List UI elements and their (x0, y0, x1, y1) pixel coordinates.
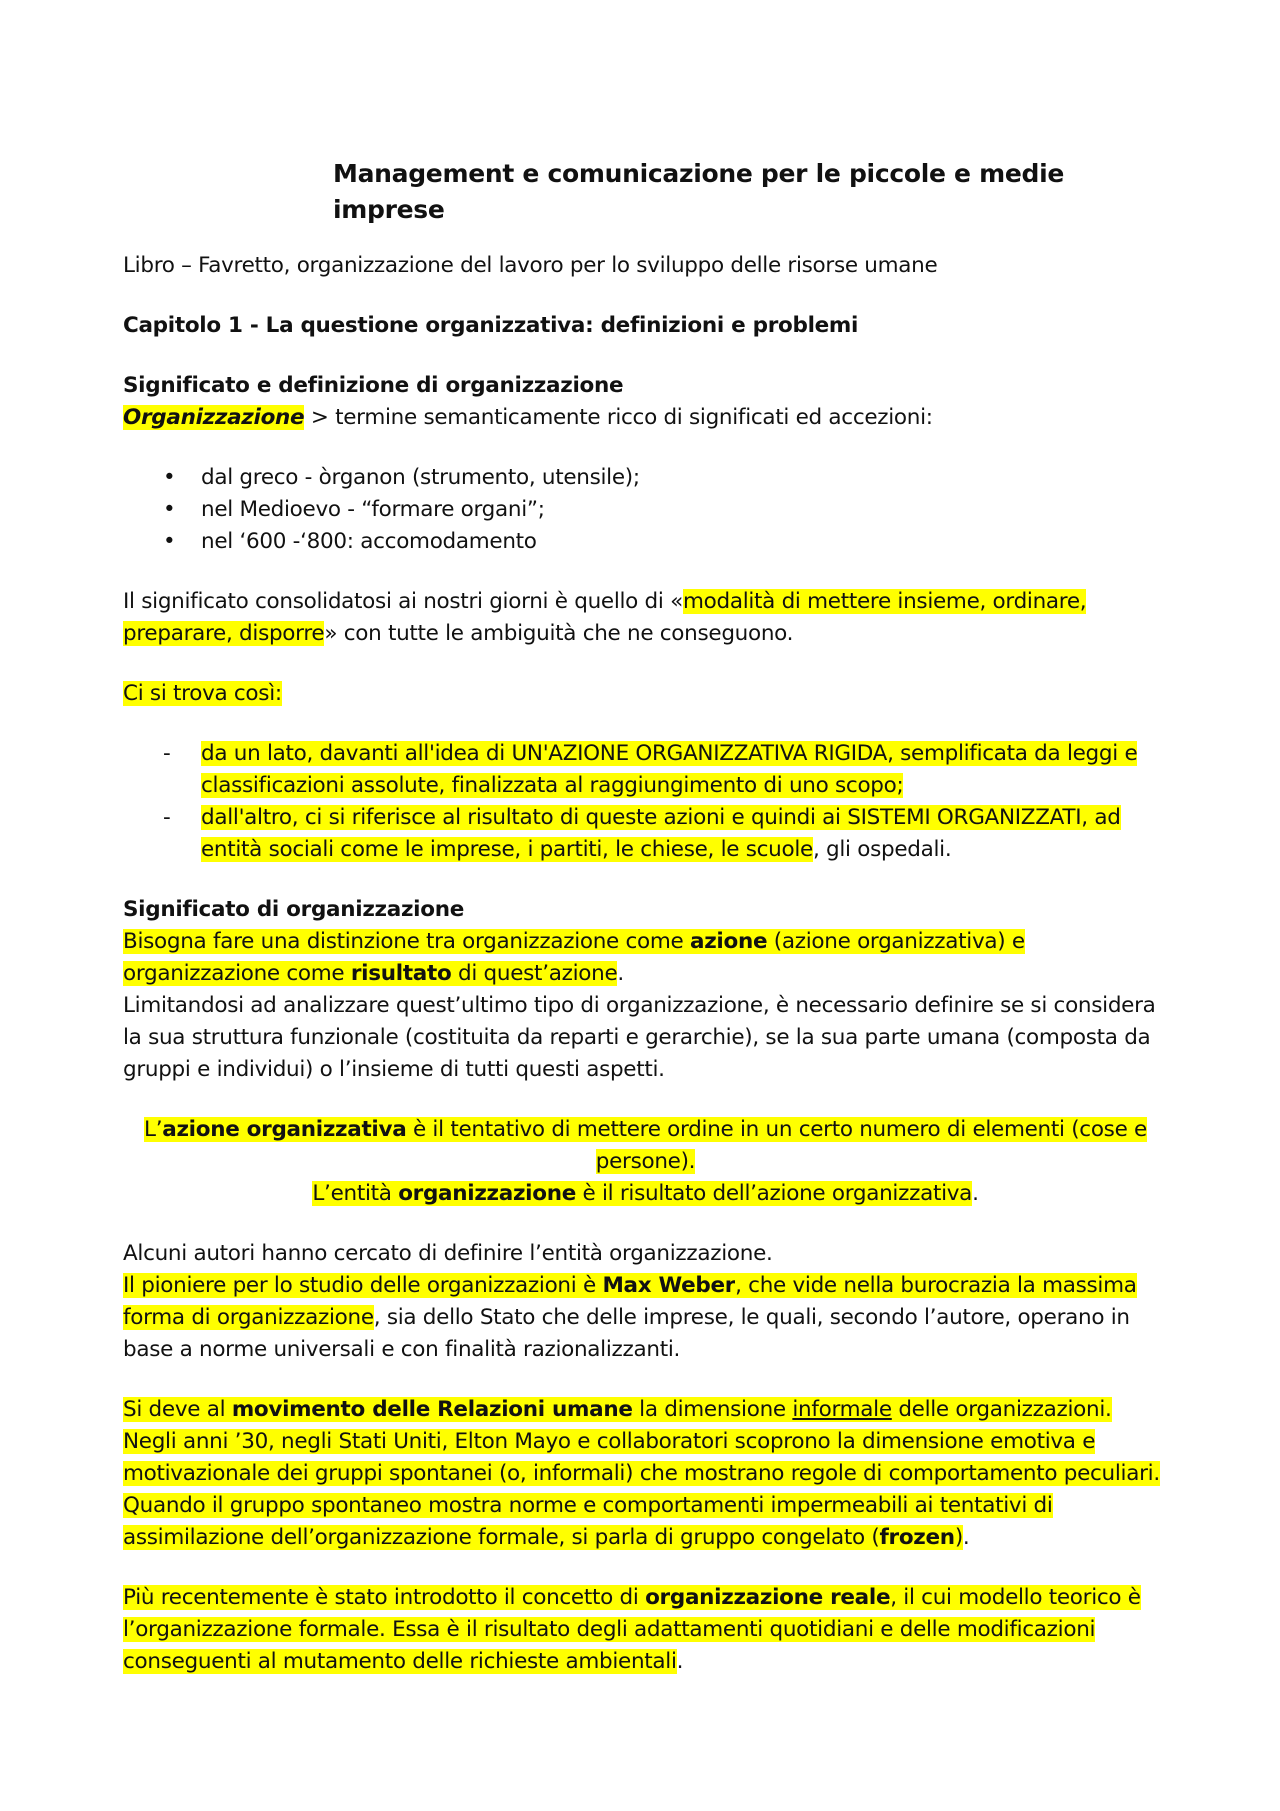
dash-icon: - (163, 741, 171, 766)
dash-icon: - (163, 805, 171, 830)
trova-line: Ci si trova così: (123, 681, 282, 706)
list-item: - dall'altro, ci si riferisce al risultato di queste azioni e quindi ai SISTEMI ORGANIZZATI, ad entità sociali come le imprese, i partiti, le chiese, le scuole, gli ospedali. (123, 802, 1168, 866)
bullet-icon: • (163, 529, 176, 554)
meaning-paragraph: Il significato consolidatosi ai nostri giorni è quello di «modalità di mettere insieme, ordinare, preparare, disporre» con tutte le ambiguità che ne conseguono. (123, 589, 1087, 646)
real-organization-paragraph: Più recentemente è stato introdotto il concetto di organizzazione reale, il cui modello teorico è l’organizzazione formale. Essa è il risultato degli adattamenti quotidiani e delle modificazioni conseguenti al mutamento delle richieste ambientali. (123, 1585, 1141, 1674)
authors-line: Alcuni autori hanno cercato di definire l’entità organizzazione. (123, 1241, 773, 1266)
centered-definition-entity: L’entità organizzazione è il risultato dell’azione organizzativa. (312, 1181, 979, 1206)
organizzazione-definition: Organizzazione > termine semanticamente ricco di significati ed accezioni: (123, 405, 933, 430)
human-relations-paragraph: Si deve al movimento delle Relazioni umane la dimensione informale delle organizzazioni. Negli anni ’30, negli Stati Uniti, Elton Mayo e collaboratori scoprono la dimensione emotiva e motivazionale dei gruppi spontanei (o, informali) che mostrano regole di comportamento peculiari. Quando il gruppo spontaneo mostra norme e comportamenti impermeabili ai tentativi di assimilazione dell’organizzazione formale, si parla di gruppo congelato (frozen). (123, 1397, 1160, 1550)
list-item: - da un lato, davanti all'idea di UN'AZIONE ORGANIZZATIVA RIGIDA, semplificata da leggi e classificazioni assolute, finalizzata al raggiungimento di uno scopo; (123, 738, 1168, 802)
list-item: • dal greco - òrganon (strumento, utensile); (123, 462, 1168, 494)
book-reference: Libro – Favretto, organizzazione del lavoro per lo sviluppo delle risorse umane (123, 253, 938, 278)
dash-list (123, 738, 1168, 866)
distinction-paragraph: Bisogna fare una distinzione tra organizzazione come azione (azione organizzativa) e organizzazione come risultato di quest’azione. (123, 929, 1025, 986)
bullet-icon: • (163, 497, 176, 522)
term-organizzazione: Organizzazione (123, 405, 305, 430)
list-item: • nel ‘600 -‘800: accomodamento (123, 526, 1168, 558)
list-item: • nel Medioevo - “formare organi”; (123, 494, 1168, 526)
centered-definition-action: L’azione organizzativa è il tentativo di mettere ordine in un certo numero di elementi (cose e persone). (144, 1117, 1147, 1174)
section-heading-meaning: Significato di organizzazione (123, 897, 465, 922)
chapter-heading: Capitolo 1 - La questione organizzativa: definizioni e problemi (123, 313, 859, 338)
weber-paragraph: Il pioniere per lo studio delle organizzazioni è Max Weber, che vide nella burocrazia la massima forma di organizzazione, sia dello Stato che delle imprese, le quali, secondo l’autore, operano in base a norme universali e con finalità razionalizzanti. (123, 1273, 1137, 1362)
document-title: Management e comunicazione per le piccole e medie imprese (333, 159, 1065, 224)
etymology-list (123, 462, 1168, 558)
section-heading-definition: Significato e definizione di organizzazione (123, 373, 624, 398)
analysis-paragraph: Limitandosi ad analizzare quest’ultimo tipo di organizzazione, è necessario definire se si considera la sua struttura funzionale (costituita da reparti e gerarchie), se la sua parte umana (composta da gruppi e individui) o l’insieme di tutti questi aspetti. (123, 993, 1156, 1082)
bullet-icon: • (163, 465, 176, 490)
